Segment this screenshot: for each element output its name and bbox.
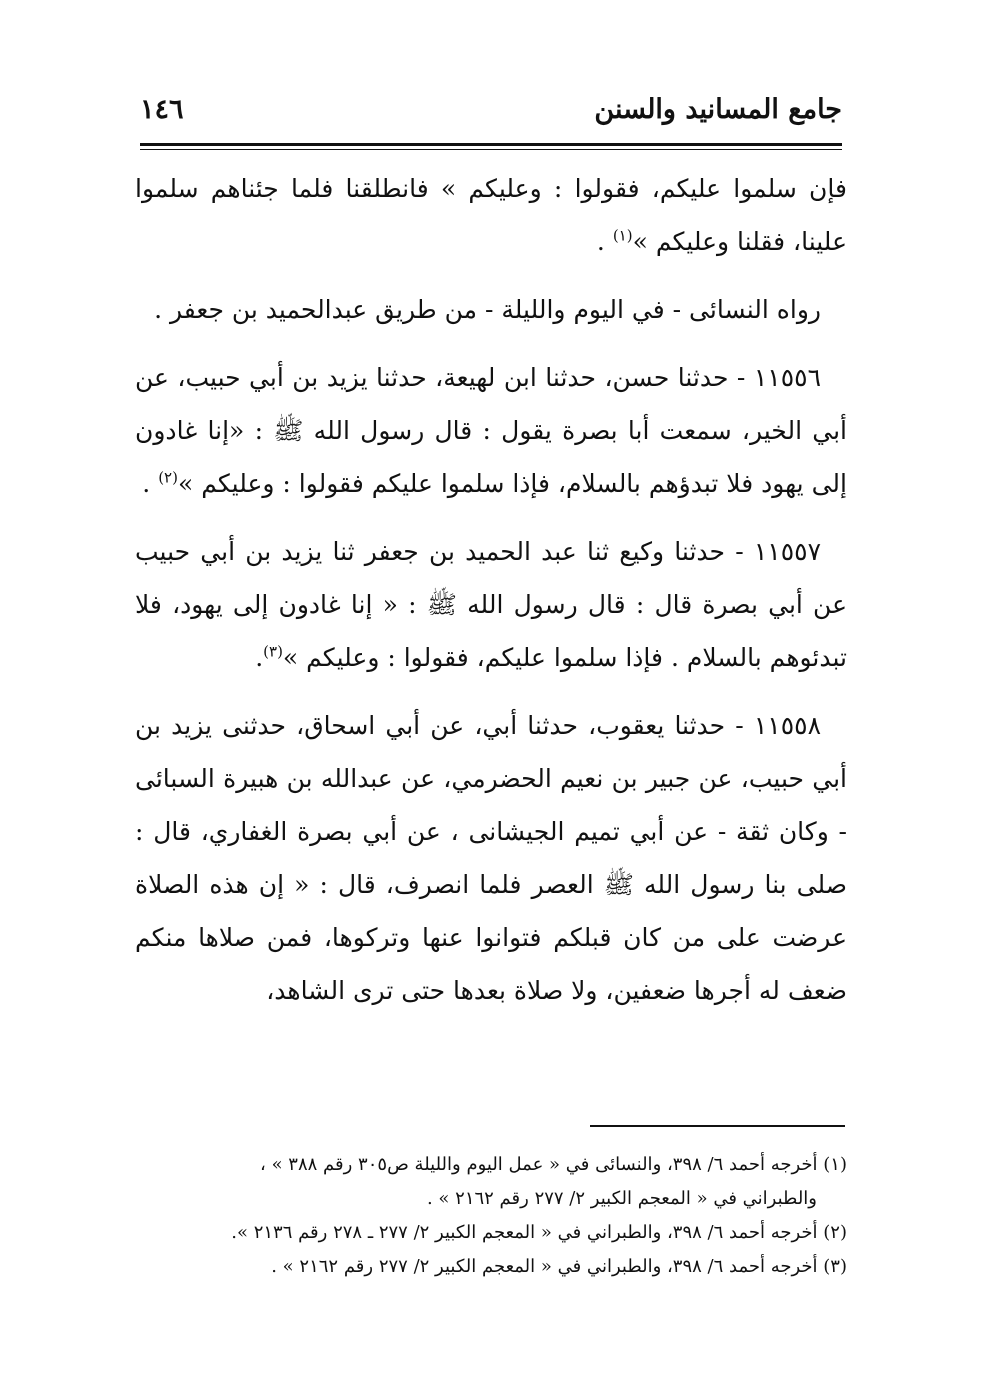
paragraph-text: ١١٥٥٦ - حدثنا حسن، حدثنا ابن لهيعة، حدثنا يزيد بن أبي حبيب، عن أبي الخير، سمعت أبا بصرة يقول : قال رسول الله ﷺ : «إنا غادون إلى يهود فلا تبدؤهم بالسلام، فإذا سلموا عليكم فقولوا : وعليكم » (135, 363, 847, 498)
paragraph-text: ١١٥٥٨ - حدثنا يعقوب، حدثنا أبي، عن أبي اسحاق، حدثنى يزيد بن أبي حبيب، عن جبير بن نعيم الحضرمي، عن عبدالله بن هبيرة السبائى - وكان ثقة - عن أبي تميم الجيشانى ، عن أبي بصرة الغفاري، قال : صلى بنا رسول الله ﷺ العصر فلما انصرف، قال : « إن هذه الصلاة عرضت على من كان قبلكم فتوانوا عنها وتركوها، فمن صلاها منكم ضعف له أجرها ضعفين، ولا صلاة بعدها حتى ترى الشاهد، (135, 711, 847, 1005)
hadith-11557 (135, 525, 847, 684)
paragraph-text: رواه النسائى - في اليوم والليلة - من طريق عبدالحميد بن جعفر . (154, 295, 821, 324)
paragraph-tail: . (596, 227, 613, 256)
footnote-2: (٢) أخرجه أحمد ٦/ ٣٩٨، والطبراني في « المعجم الكبير ٢/ ٢٧٧ ـ ٢٧٨ رقم ٢١٣٦ ». (231, 1222, 847, 1243)
paragraph-source-note (135, 283, 847, 336)
main-text (135, 162, 847, 1032)
page-header (140, 88, 842, 140)
hadith-11558 (135, 699, 847, 1017)
paragraph-tail: . (255, 643, 264, 672)
paragraph-text: ١١٥٥٧ - حدثنا وكيع ثنا عبد الحميد بن جعفر ثنا يزيد بن أبي حبيب عن أبي بصرة قال : قال رسول الله ﷺ : « إنا غادون إلى يهود، فلا تبدئوهم بالسلام . فإذا سلموا عليكم، فقولوا : وعليكم » (135, 537, 847, 672)
page-number: ١٤٦ (140, 94, 184, 125)
footnote-1-continuation: والطبراني في « المعجم الكبير ٢/ ٢٧٧ رقم ٢١٦٢ » . (426, 1188, 817, 1209)
footnote-3: (٣) أخرجه أحمد ٦/ ٣٩٨، والطبراني في « المعجم الكبير ٢/ ٢٧٧ رقم ٢١٦٢ » . (271, 1256, 847, 1277)
hadith-11556 (135, 351, 847, 510)
running-title: جامع المسانيد والسنن (594, 94, 842, 125)
footnote-1: (١) أخرجه أحمد ٦/ ٣٩٨، والنسائى في « عمل اليوم والليلة ص٣٠٥ رقم ٣٨٨ » ، (260, 1154, 847, 1175)
footnote-rule (590, 1125, 845, 1127)
footnote-marker: (١) (612, 226, 633, 245)
paragraph-tail: . (142, 469, 159, 498)
paragraph-text: فإن سلموا عليكم، فقولوا : وعليكم » فانطلقنا فلما جئناهم سلموا علينا، فقلنا وعليكم » (135, 174, 847, 256)
footnotes (135, 1148, 847, 1284)
header-rule (140, 143, 842, 150)
footnote-marker: (٣) (263, 642, 283, 661)
paragraph-continuation (135, 162, 847, 268)
footnote-marker: (٢) (158, 468, 178, 487)
